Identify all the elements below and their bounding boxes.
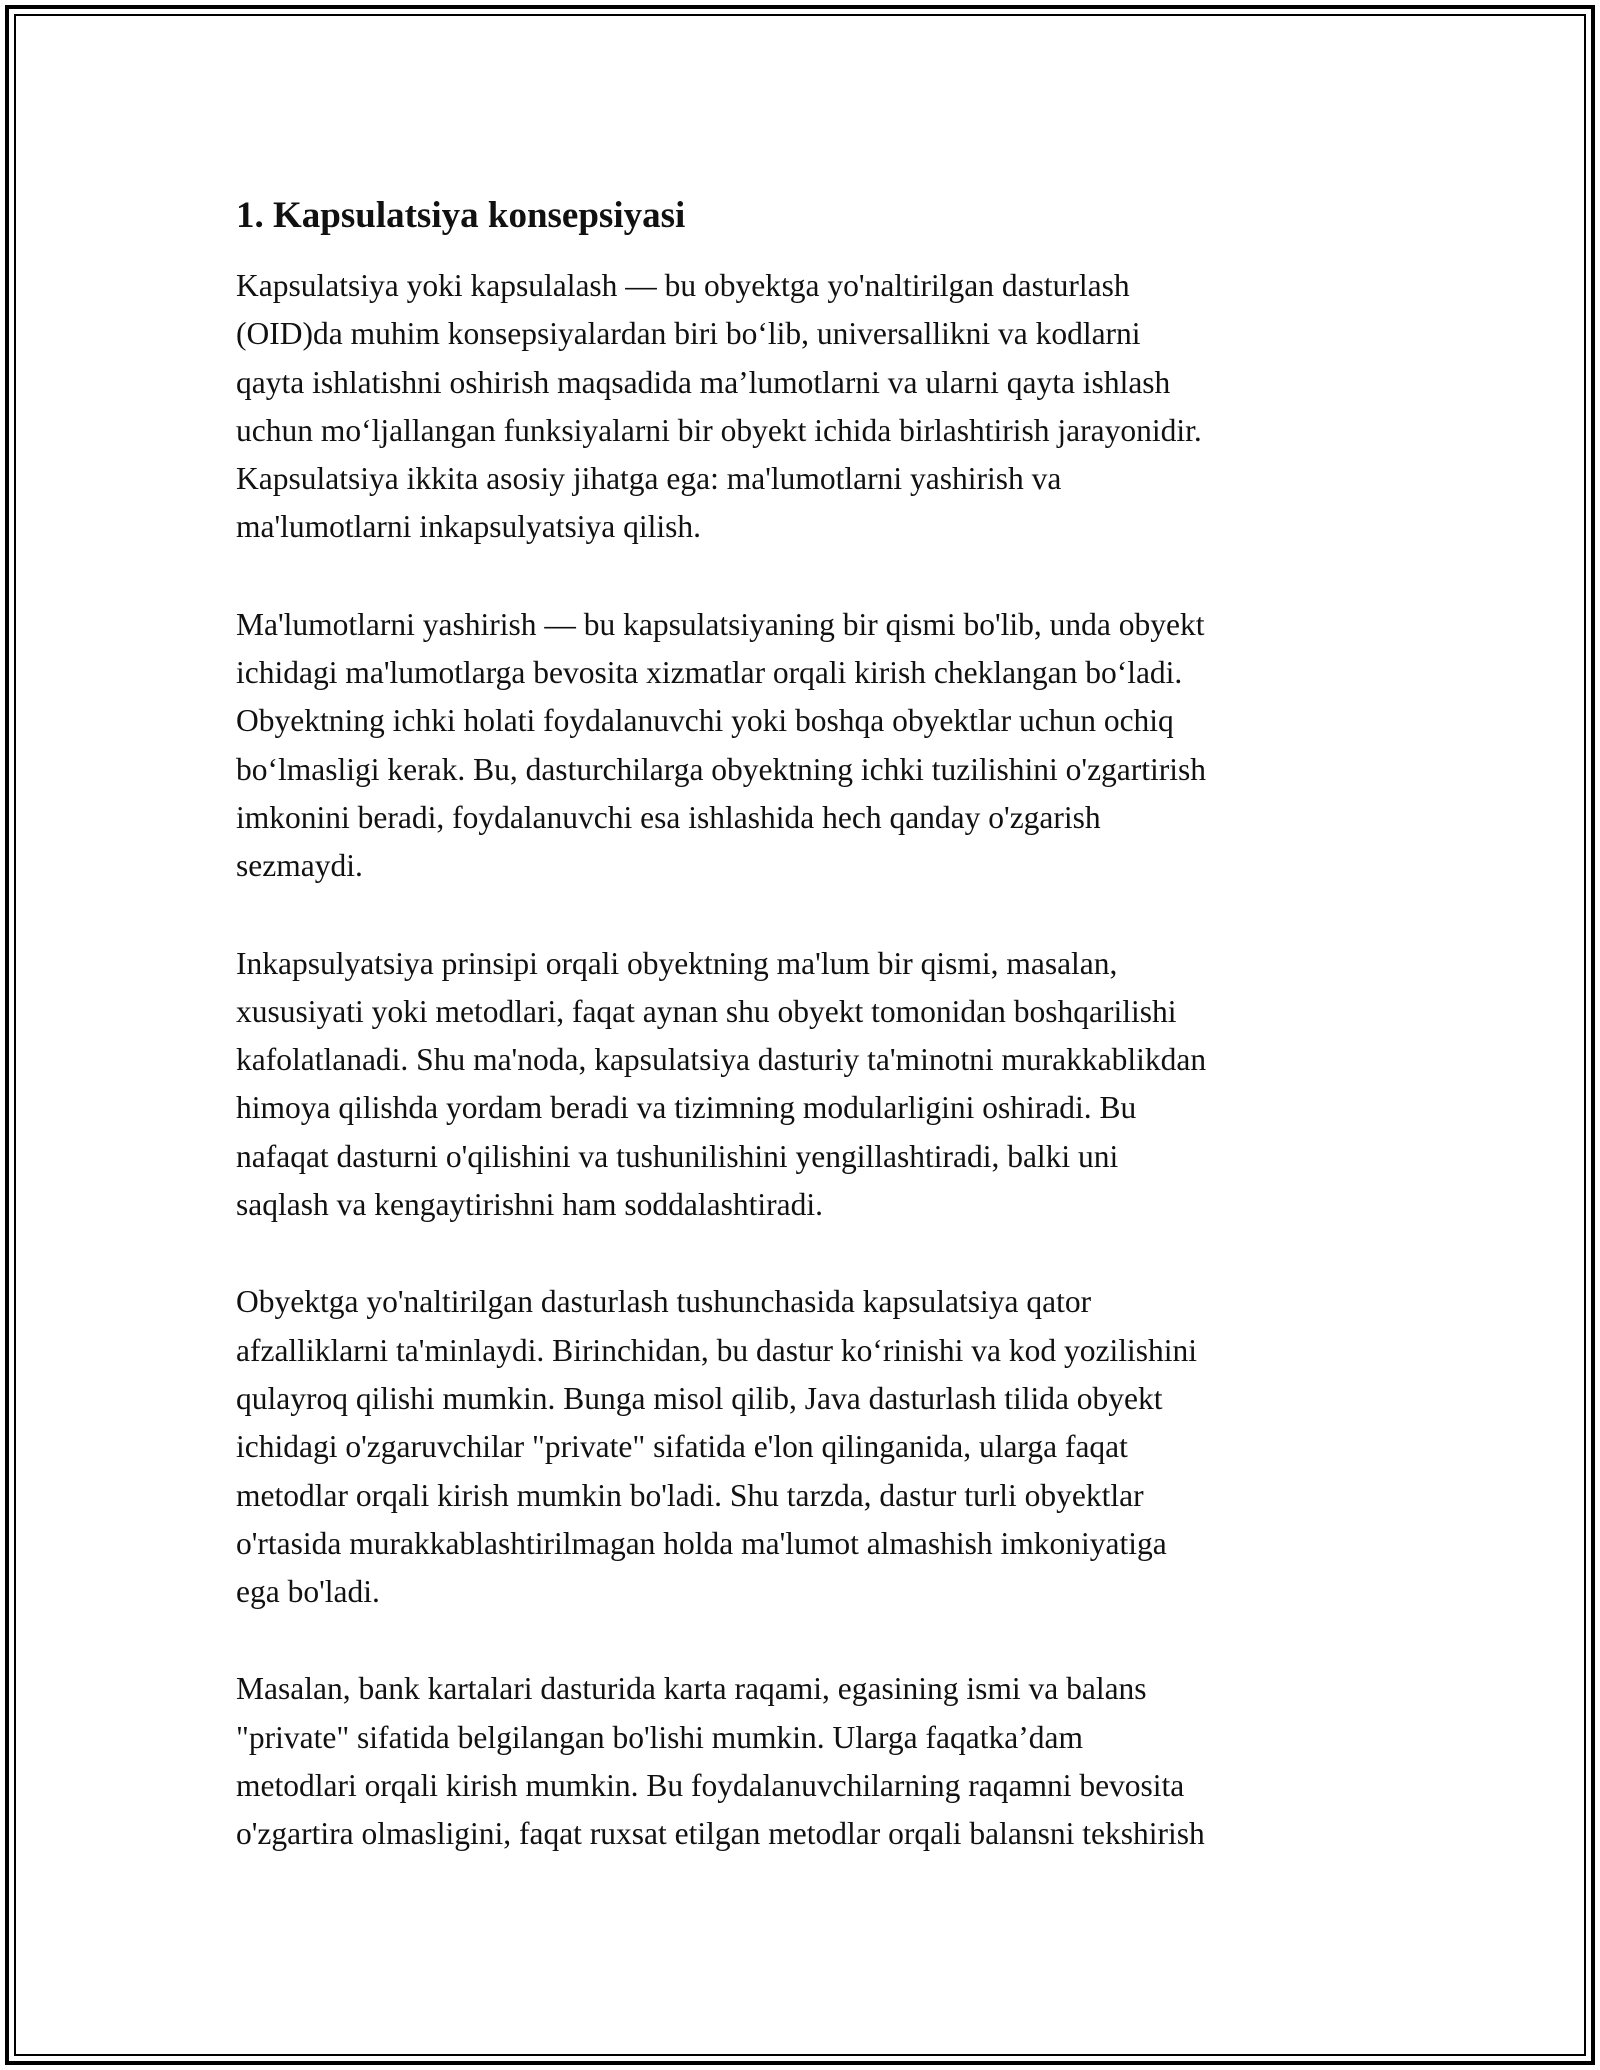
section-heading: 1. Kapsulatsiya konsepsiyasi [236, 195, 686, 236]
paragraph-4: Obyektga yo'naltirilgan dasturlash tushunchasida kapsulatsiya qator afzalliklarni ta'minlaydi. Birinchidan, bu dastur ko‘rinishi va kod yozilishini qulayroq qilishi mumkin. Bunga misol qilib, Java dasturlash tilida obyekt ichidagi o'zgaruvchilar "private" sifatida e'lon qilinganida, ularga faqat metodlar orqali kirish mumkin bo'ladi. Shu tarzda, dastur turli obyektlar o'rtasida murakkablashtirilmagan holda ma'lumot almashish imkoniyatiga ega bo'ladi. [236, 1284, 1197, 1610]
paragraph-1: Kapsulatsiya yoki kapsulalash — bu obyektga yo'naltirilgan dasturlash (OID)da muhim konsepsiyalardan biri bo‘lib, universallikni va kodlarni qayta ishlatishni oshirish maqsadida ma’lumotlarni va ularni qayta ishlash uchun mo‘ljallangan funksiyalarni bir obyekt ichida birlashtirish jarayonidir. Kapsulatsiya ikkita asosiy jihatga ega: ma'lumotlarni yashirish va ma'lumotlarni inkapsulyatsiya qilish. [236, 268, 1202, 545]
paragraph-2: Ma'lumotlarni yashirish — bu kapsulatsiyaning bir qismi bo'lib, unda obyekt ichidagi ma'lumotlarga bevosita xizmatlar orqali kirish cheklangan bo‘ladi. Obyektning ichki holati foydalanuvchi yoki boshqa obyektlar uchun ochiq bo‘lmasligi kerak. Bu, dasturchilarga obyektning ichki tuzilishini o'zgartirish imkonini beradi, foydalanuvchi esa ishlashida hech qanday o'zgarish sezmaydi. [236, 606, 1207, 884]
paragraph-3: Inkapsulyatsiya prinsipi orqali obyektning ma'lum bir qismi, masalan, xususiyati yoki metodlari, faqat aynan shu obyekt tomonidan boshqarilishi kafolatlanadi. Shu ma'noda, kapsulatsiya dasturiy ta'minotni murakkablikdan himoya qilishda yordam beradi va tizimning modularligini oshiradi. Bu nafaqat dasturni o'qilishini va tushunilishini yengillashtiradi, balki uni saqlash va kengaytirishni ham soddalashtiradi. [236, 945, 1207, 1223]
paragraph-5: Masalan, bank kartalari dasturida karta raqami, egasining ismi va balans "private" sifatida belgilangan bo'lishi mumkin. Ularga faqatka’dam metodlari orqali kirish mumkin. Bu foydalanuvchilarning raqamni bevosita o'zgartira olmasligini, faqat ruxsat etilgan metodlar orqali balansni tekshirish [236, 1671, 1205, 1852]
document-body [236, 188, 1386, 1908]
